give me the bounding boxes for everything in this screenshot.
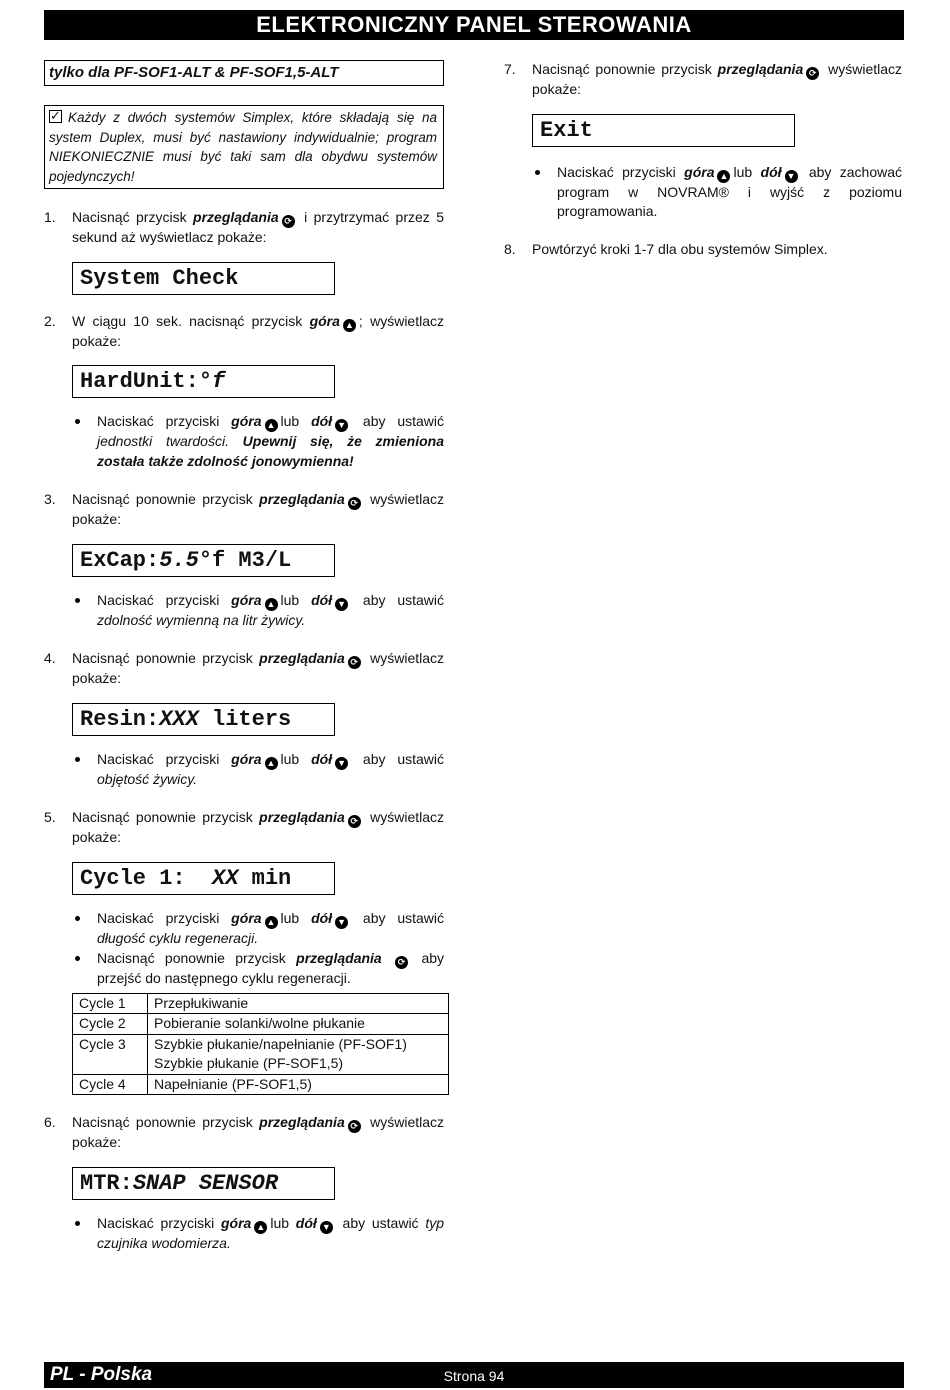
bullet-text bbox=[97, 591, 444, 631]
cycle-table bbox=[72, 993, 449, 1096]
table-row bbox=[73, 1074, 449, 1095]
step-text bbox=[72, 312, 444, 352]
keyword-przegladania: przeglądania bbox=[259, 650, 345, 666]
lcd-display bbox=[72, 365, 335, 398]
step-number: 7. bbox=[504, 61, 516, 77]
scroll-button-icon: ⟳ bbox=[348, 815, 361, 828]
text-lub: lub bbox=[280, 750, 300, 767]
keyword-gora: góra bbox=[309, 312, 340, 329]
lcd-value: XX bbox=[212, 865, 239, 891]
step-text bbox=[72, 1113, 444, 1153]
bullet-icon bbox=[72, 412, 97, 471]
text-italic: zdolność wymienną na litr żywicy. bbox=[97, 611, 306, 628]
text-nacisnac: Nacisnąć ponownie przycisk bbox=[72, 809, 253, 825]
text-lub: lub bbox=[280, 591, 300, 608]
bullet-item bbox=[72, 412, 444, 471]
text-lub: lub bbox=[280, 413, 300, 429]
step-2 bbox=[44, 312, 444, 352]
bullet-list bbox=[72, 412, 444, 471]
bullet-item bbox=[72, 750, 444, 790]
step-number: 1. bbox=[44, 209, 56, 225]
text-aby-ustawic: aby ustawić bbox=[362, 591, 445, 608]
lcd-display: System Check bbox=[72, 262, 335, 295]
step-number: 8. bbox=[504, 240, 516, 257]
desc-cell: Przepłukiwanie bbox=[148, 993, 449, 1014]
step-5 bbox=[44, 808, 444, 848]
bullet-text bbox=[97, 949, 444, 989]
checkbox-icon bbox=[49, 110, 62, 123]
text-aby-ustawic: aby ustawić bbox=[362, 750, 445, 767]
step-number: 2. bbox=[44, 312, 56, 329]
step-text-pre: Nacisnąć przycisk bbox=[72, 209, 187, 225]
text-lub: lub bbox=[280, 909, 300, 926]
page-number: Strona 94 bbox=[443, 1368, 505, 1384]
down-arrow-icon: ▼ bbox=[785, 170, 798, 183]
lcd-label: ExCap: bbox=[80, 547, 160, 573]
text-naciskac: Naciskać przyciski bbox=[97, 1214, 215, 1231]
cycle-cell: Cycle 4 bbox=[73, 1074, 148, 1095]
keyword-przegladania: przeglądania bbox=[717, 61, 804, 77]
keyword-gora: góra bbox=[684, 163, 715, 180]
lcd-unit: liters bbox=[198, 706, 292, 732]
desc-cell: Pobieranie solanki/wolne płukanie bbox=[148, 1014, 449, 1035]
lcd-value: °f bbox=[198, 369, 226, 394]
text-lub: lub bbox=[733, 163, 753, 180]
text-naciskac: Naciskać przyciski bbox=[97, 591, 220, 608]
text-pokaze: wyświetlacz pokaże: bbox=[72, 491, 445, 527]
text-naciskac: Naciskać przyciski bbox=[557, 163, 676, 180]
keyword-przegladania: przeglądania bbox=[259, 1114, 345, 1130]
down-arrow-icon: ▼ bbox=[335, 916, 348, 929]
page-header bbox=[44, 10, 904, 40]
note-text: Każdy z dwóch systemów Simplex, które składają się na system Duplex, musi być nastawiony indywidualnie; program NIEKONIECZNIE musi być taki sam dla obydwu systemów pojedynczych! bbox=[49, 110, 437, 184]
up-arrow-icon: ▲ bbox=[343, 319, 356, 332]
bullet-icon bbox=[532, 163, 557, 222]
desc-line: Szybkie płukanie/napełnianie (PF-SOF1) bbox=[154, 1035, 407, 1052]
keyword-dol: dół bbox=[760, 163, 782, 180]
text-pokaze: wyświetlacz pokaże: bbox=[72, 650, 445, 686]
keyword-dol: dół bbox=[311, 750, 333, 767]
scroll-button-icon: ⟳ bbox=[282, 215, 295, 228]
step-text-pre: W ciągu 10 sek. nacisnąć przycisk bbox=[72, 312, 303, 329]
lcd-label: MTR: bbox=[80, 1170, 133, 1196]
page-footer bbox=[44, 1362, 904, 1388]
text-pokaze: wyświetlacz pokaże: bbox=[72, 1114, 445, 1150]
note-box bbox=[44, 105, 444, 189]
bullet-list bbox=[72, 909, 444, 1096]
scroll-button-icon: ⟳ bbox=[348, 1120, 361, 1133]
keyword-przegladania: przeglądania bbox=[193, 209, 279, 225]
step-number: 3. bbox=[44, 491, 56, 507]
text-aby-ustawic: aby ustawić bbox=[342, 1214, 419, 1231]
step-3 bbox=[44, 490, 444, 530]
table-row bbox=[73, 993, 449, 1014]
bullet-item bbox=[72, 909, 444, 949]
text-aby-ustawic: aby ustawić bbox=[362, 909, 445, 926]
text-italic: objętość żywicy. bbox=[97, 770, 198, 787]
bullet-text bbox=[97, 412, 444, 471]
lcd-label: Cycle 1: bbox=[80, 865, 213, 891]
text-nacisnac: Nacisnąć ponownie przycisk bbox=[72, 650, 253, 666]
up-arrow-icon: ▲ bbox=[265, 757, 278, 770]
text-nacisnac: Nacisnąć ponownie przycisk bbox=[532, 61, 712, 77]
bullet-icon bbox=[72, 750, 97, 790]
scroll-button-icon: ⟳ bbox=[806, 67, 819, 80]
bullet-item bbox=[532, 163, 902, 222]
step-text: Powtórzyć kroki 1-7 dla obu systemów Simplex. bbox=[532, 240, 828, 257]
step-text-post: i przytrzymać przez 5 sekund aż wyświetlacz pokaże: bbox=[72, 209, 445, 245]
step-text bbox=[72, 649, 444, 689]
left-column bbox=[44, 60, 444, 1254]
step-text bbox=[72, 208, 444, 248]
bullet-item bbox=[72, 949, 444, 989]
bullet-text bbox=[97, 1214, 444, 1254]
bullet-item bbox=[72, 1214, 444, 1254]
section-subtitle: tylko dla PF-SOF1-ALT & PF-SOF1,5-ALT bbox=[44, 60, 444, 86]
cycle-cell: Cycle 1 bbox=[73, 993, 148, 1014]
text-italic: jednostki twardości. bbox=[97, 433, 229, 449]
step-text bbox=[72, 808, 444, 848]
down-arrow-icon: ▼ bbox=[335, 757, 348, 770]
down-arrow-icon: ▼ bbox=[320, 1221, 333, 1234]
cycle-cell: Cycle 3 bbox=[73, 1034, 148, 1074]
up-arrow-icon: ▲ bbox=[265, 419, 278, 432]
text-naciskac: Naciskać przyciski bbox=[97, 909, 220, 926]
keyword-dol: dół bbox=[311, 909, 333, 926]
step-6 bbox=[44, 1113, 444, 1153]
keyword-przegladania: przeglądania bbox=[296, 950, 382, 966]
bullet-text bbox=[97, 750, 444, 790]
text-warning: Upewnij się, że zmieniona została także zdolność jonowymienna! bbox=[97, 433, 445, 469]
step-number: 6. bbox=[44, 1114, 56, 1130]
keyword-gora: góra bbox=[231, 909, 262, 926]
keyword-dol: dół bbox=[295, 1214, 317, 1231]
up-arrow-icon: ▲ bbox=[265, 916, 278, 929]
step-1 bbox=[44, 208, 444, 248]
bullet-icon bbox=[72, 949, 97, 989]
lcd-label: HardUnit: bbox=[80, 369, 199, 394]
up-arrow-icon: ▲ bbox=[717, 170, 730, 183]
text-post: aby przejść do następnego cyklu regeneracji. bbox=[97, 950, 445, 986]
text-naciskac: Naciskać przyciski bbox=[97, 413, 220, 429]
bullet-list bbox=[72, 750, 444, 790]
lcd-display: Exit bbox=[532, 114, 795, 147]
bullet-list bbox=[532, 163, 902, 222]
bullet-icon bbox=[72, 1214, 97, 1254]
step-number: 4. bbox=[44, 650, 56, 666]
lcd-display bbox=[72, 862, 335, 895]
language-label: PL - Polska bbox=[50, 1364, 153, 1385]
right-column bbox=[504, 60, 902, 259]
bullet-list bbox=[72, 591, 444, 631]
lcd-display bbox=[72, 703, 335, 736]
table-row bbox=[73, 1014, 449, 1035]
lcd-display bbox=[72, 1167, 335, 1200]
text-nacisnac: Nacisnąć ponownie przycisk bbox=[72, 1114, 253, 1130]
step-4 bbox=[44, 649, 444, 689]
keyword-gora: góra bbox=[231, 591, 262, 608]
keyword-dol: dół bbox=[311, 413, 333, 429]
lcd-value: SNAP SENSOR bbox=[132, 1170, 279, 1196]
down-arrow-icon: ▼ bbox=[335, 419, 348, 432]
text-nacisnac: Nacisnąć ponownie przycisk bbox=[72, 491, 253, 507]
down-arrow-icon: ▼ bbox=[335, 598, 348, 611]
up-arrow-icon: ▲ bbox=[265, 598, 278, 611]
keyword-gora: góra bbox=[231, 413, 262, 429]
bullet-item bbox=[72, 591, 444, 631]
bullet-text bbox=[557, 163, 902, 222]
text-pokaze: wyświetlacz pokaże: bbox=[72, 809, 445, 845]
scroll-button-icon: ⟳ bbox=[348, 497, 361, 510]
keyword-przegladania: przeglądania bbox=[259, 491, 345, 507]
header-title: ELEKTRONICZNY PANEL STEROWANIA bbox=[256, 12, 692, 37]
keyword-gora: góra bbox=[231, 750, 262, 767]
text-post: aby zachować program w NOVRAM® i wyjść z poziomu programowania. bbox=[557, 163, 903, 219]
bullet-icon bbox=[72, 591, 97, 631]
lcd-value: XXX bbox=[159, 706, 199, 732]
keyword-gora: góra bbox=[220, 1214, 252, 1231]
text-aby-ustawic: aby ustawić bbox=[362, 413, 445, 429]
text-lub: lub bbox=[270, 1214, 290, 1231]
step-number: 5. bbox=[44, 809, 56, 825]
step-7 bbox=[504, 60, 902, 100]
text-italic: długość cyklu regeneracji. bbox=[97, 929, 259, 946]
lcd-label: Resin: bbox=[80, 706, 160, 732]
lcd-value: 5.5 bbox=[159, 547, 199, 573]
cycle-cell: Cycle 2 bbox=[73, 1014, 148, 1035]
lcd-display bbox=[72, 544, 335, 577]
up-arrow-icon: ▲ bbox=[254, 1221, 267, 1234]
text-naciskac: Naciskać przyciski bbox=[97, 750, 220, 767]
scroll-button-icon: ⟳ bbox=[348, 656, 361, 669]
desc-cell: Napełnianie (PF-SOF1,5) bbox=[148, 1074, 449, 1095]
keyword-przegladania: przeglądania bbox=[259, 809, 345, 825]
step-8 bbox=[504, 240, 902, 260]
step-text-post: ; wyświetlacz pokaże: bbox=[72, 312, 444, 349]
step-text bbox=[532, 60, 902, 100]
bullet-list bbox=[72, 1214, 444, 1254]
keyword-dol: dół bbox=[311, 591, 333, 608]
text-nacisnac: Nacisnąć ponownie przycisk bbox=[97, 950, 286, 966]
step-text bbox=[72, 490, 444, 530]
scroll-button-icon: ⟳ bbox=[395, 956, 408, 969]
bullet-icon bbox=[72, 909, 97, 949]
desc-cell bbox=[148, 1034, 449, 1074]
desc-line: Szybkie płukanie (PF-SOF1,5) bbox=[154, 1055, 344, 1071]
text-italic: typ czujnika wodomierza. bbox=[97, 1214, 445, 1251]
table-row bbox=[73, 1034, 449, 1074]
text-pokaze: wyświetlacz pokaże: bbox=[532, 61, 903, 97]
lcd-unit: °f M3/L bbox=[198, 547, 292, 573]
bullet-text bbox=[97, 909, 444, 949]
lcd-unit: min bbox=[238, 865, 292, 891]
